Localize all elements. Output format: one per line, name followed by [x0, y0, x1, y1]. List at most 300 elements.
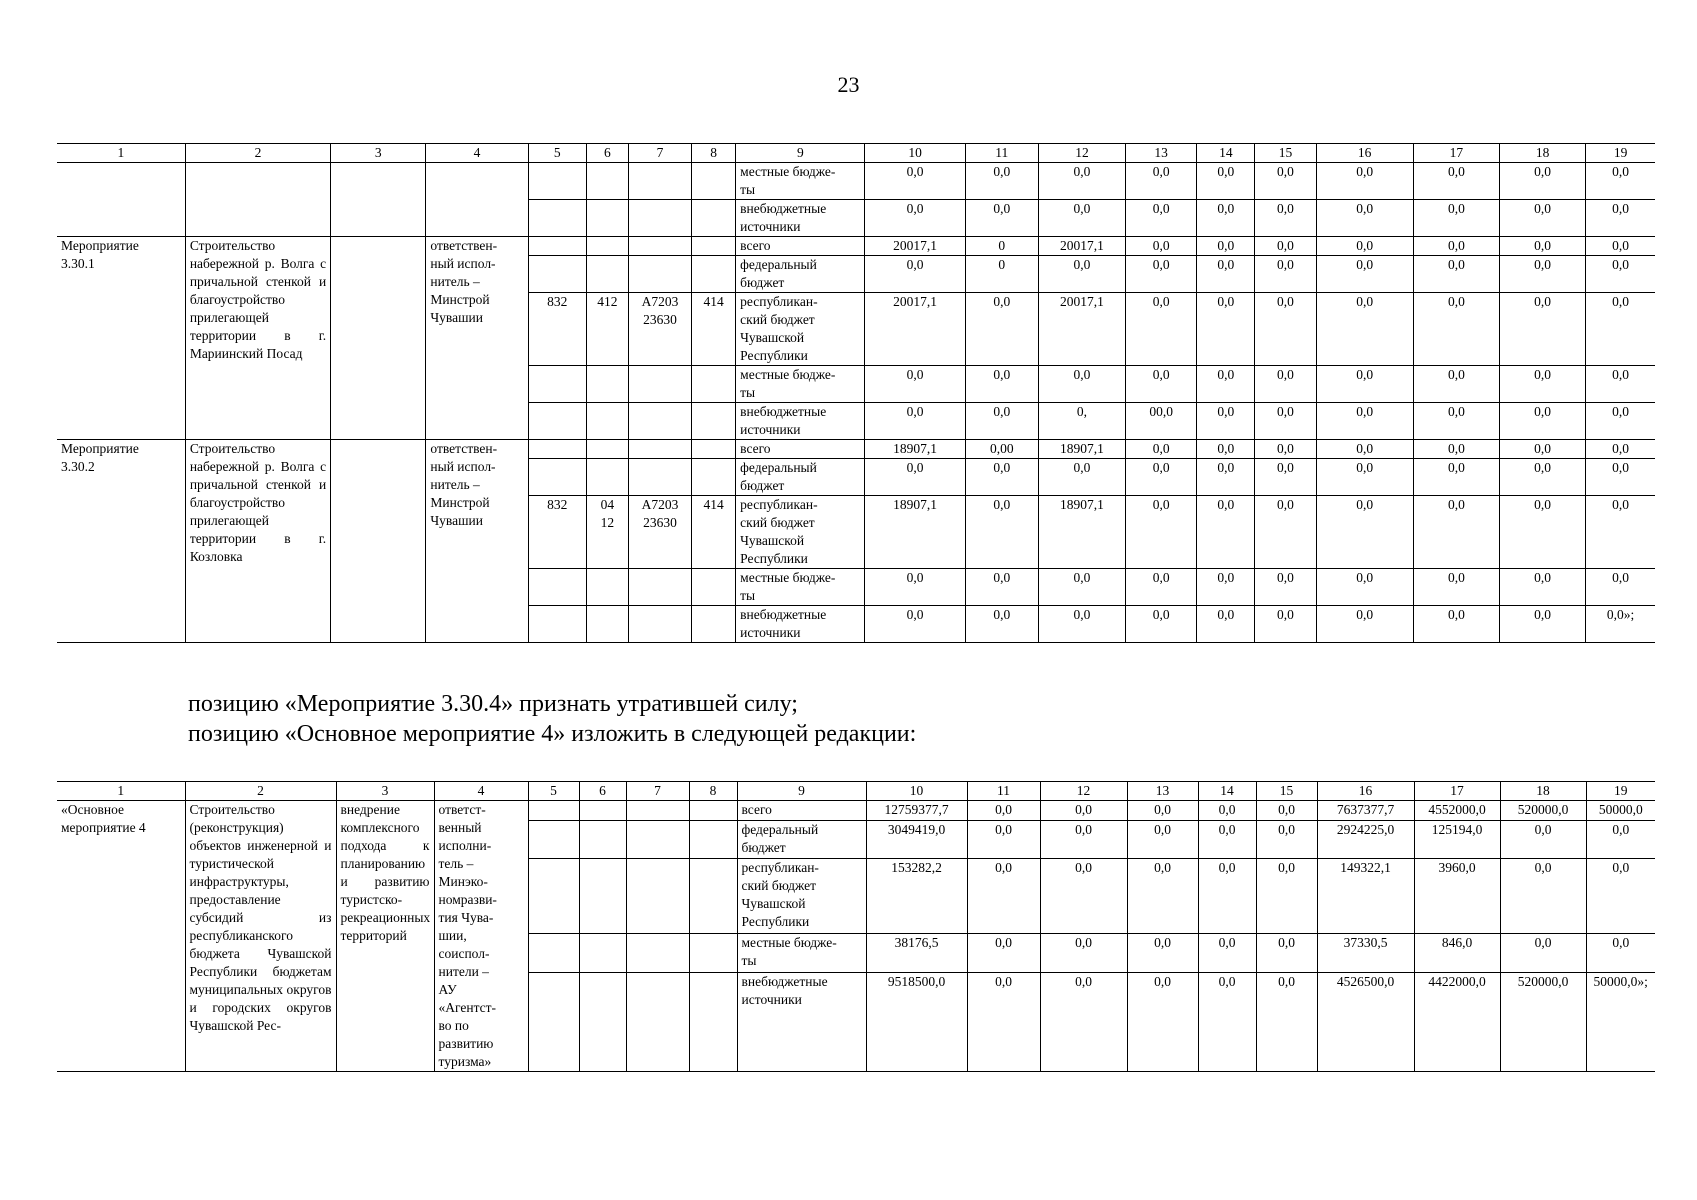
value-cell-col-10: 153282,2 [866, 858, 967, 934]
value-cell-col-14: 0,0 [1197, 606, 1255, 643]
value-cell-col-17: 0,0 [1413, 237, 1499, 256]
column-number-row [57, 782, 1655, 801]
value-cell-col-14: 0,0 [1198, 972, 1256, 1071]
funding-source-label: республикан- ский бюджет Чувашской Республики [737, 858, 866, 934]
code-cell [692, 163, 736, 200]
value-cell-col-17: 0,0 [1413, 496, 1499, 569]
value-cell-col-14: 0,0 [1197, 237, 1255, 256]
value-cell-col-13: 0,0 [1127, 820, 1198, 858]
value-cell-col-16: 2924225,0 [1317, 820, 1414, 858]
event-goal-1 [331, 237, 426, 440]
column-number-13: 13 [1127, 782, 1198, 801]
code-cell [689, 858, 737, 934]
column-number-9: 9 [736, 144, 865, 163]
value-cell-col-11: 0,0 [965, 200, 1038, 237]
value-cell-col-17: 0,0 [1413, 403, 1499, 440]
value-cell-col-10: 20017,1 [865, 293, 965, 366]
value-cell-col-18: 520000,0 [1500, 972, 1586, 1071]
value-cell-col-15: 0,0 [1255, 496, 1316, 569]
value-cell-col-10: 18907,1 [865, 496, 965, 569]
value-cell-col-10: 0,0 [865, 163, 965, 200]
value-cell-col-15: 0,0 [1256, 801, 1317, 821]
column-number-16: 16 [1317, 782, 1414, 801]
code-section [586, 366, 628, 403]
code-cell [626, 972, 689, 1071]
value-cell-col-17: 0,0 [1413, 366, 1499, 403]
code-cell [528, 934, 579, 972]
column-number-17: 17 [1413, 144, 1499, 163]
column-number-10: 10 [865, 144, 965, 163]
value-cell-col-15: 0,0 [1255, 459, 1316, 496]
value-cell-col-14: 0,0 [1197, 440, 1255, 459]
code-expense-type [692, 366, 736, 403]
value-cell-col-17: 0,0 [1413, 440, 1499, 459]
code-cell [626, 858, 689, 934]
value-cell-col-11: 0,0 [967, 820, 1040, 858]
value-cell-col-13: 0,0 [1126, 366, 1197, 403]
code-gr [528, 237, 586, 256]
value-cell-col-12: 20017,1 [1038, 237, 1125, 256]
value-cell-col-19: 0,0 [1586, 496, 1655, 569]
value-cell-col-17: 4552000,0 [1414, 801, 1500, 821]
column-number-15: 15 [1256, 782, 1317, 801]
table-main-event-4 [57, 781, 1655, 1072]
value-cell-col-18: 0,0 [1499, 569, 1585, 606]
value-cell-col-19: 0,0 [1586, 569, 1655, 606]
column-number-11: 11 [967, 782, 1040, 801]
value-cell-col-10: 9518500,0 [866, 972, 967, 1071]
instruction-repeal: позицию «Мероприятие 3.30.4» признать утратившей силу; [188, 691, 798, 717]
funding-source-label: внебюджетные источники [737, 972, 866, 1071]
value-cell-col-11: 0,0 [965, 163, 1038, 200]
value-cell-col-17: 3960,0 [1414, 858, 1500, 934]
value-cell-col-15: 0,0 [1255, 200, 1316, 237]
value-cell-col-16: 0,0 [1316, 496, 1413, 569]
funding-source-label: федеральный бюджет [736, 256, 865, 293]
funding-source-label: всего [737, 801, 866, 821]
value-cell-col-18: 0,0 [1499, 237, 1585, 256]
column-number-14: 14 [1198, 782, 1256, 801]
column-number-2: 2 [185, 144, 330, 163]
code-expense-type: 414 [692, 496, 736, 569]
value-cell-col-17: 0,0 [1413, 459, 1499, 496]
code-section [586, 237, 628, 256]
value-cell-col-12: 18907,1 [1038, 496, 1125, 569]
value-cell-col-10: 20017,1 [865, 237, 965, 256]
event-executor-2: ответствен- ный испол- нитель – Минстрой Чувашии [426, 440, 528, 643]
code-expense-type [692, 256, 736, 293]
value-cell-col-15: 0,0 [1256, 934, 1317, 972]
value-cell-col-13: 0,0 [1126, 606, 1197, 643]
column-number-14: 14 [1197, 144, 1255, 163]
value-cell-col-12: 0,0 [1038, 569, 1125, 606]
value-cell-col-16: 0,0 [1316, 569, 1413, 606]
table-row [57, 163, 1655, 200]
value-cell-col-15: 0,0 [1255, 237, 1316, 256]
value-cell-col-15: 0,0 [1255, 366, 1316, 403]
value-cell-col-17: 846,0 [1414, 934, 1500, 972]
code-target-article [628, 459, 691, 496]
value-cell-col-18: 0,0 [1499, 200, 1585, 237]
value-cell-col-11: 0 [965, 237, 1038, 256]
value-cell-col-12: 18907,1 [1038, 440, 1125, 459]
column-number-3: 3 [331, 144, 426, 163]
value-cell-col-18: 0,0 [1499, 496, 1585, 569]
value-cell-col-12: 0,0 [1040, 858, 1127, 934]
column-number-9: 9 [737, 782, 866, 801]
column-number-4: 4 [434, 782, 528, 801]
value-cell-col-18: 0,0 [1499, 459, 1585, 496]
value-cell-col-11: 0 [965, 256, 1038, 293]
value-cell-col-12: 0,0 [1038, 606, 1125, 643]
value-cell-col-16: 0,0 [1316, 440, 1413, 459]
value-cell-col-16: 0,0 [1316, 237, 1413, 256]
value-cell-col-16: 0,0 [1316, 293, 1413, 366]
event-executor-1: ответствен- ный испол- нитель – Минстрой Чувашии [426, 237, 528, 440]
column-number-5: 5 [528, 144, 586, 163]
funding-source-label: республикан- ский бюджет Чувашской Республики [736, 293, 865, 366]
code-cell [689, 820, 737, 858]
empty-cell [331, 163, 426, 237]
value-cell-col-19: 0,0»; [1586, 606, 1655, 643]
code-cell [528, 820, 579, 858]
value-cell-col-19: 0,0 [1586, 934, 1655, 972]
code-target-article [628, 606, 691, 643]
code-target-article [628, 403, 691, 440]
code-cell [692, 200, 736, 237]
event-description-1: Строительство набережной р. Волга с причальной стенкой и благоустройство прилегающей территории в г. Мариинский Посад [185, 237, 330, 440]
value-cell-col-13: 0,0 [1126, 163, 1197, 200]
code-section [586, 569, 628, 606]
code-cell [628, 200, 691, 237]
value-cell-col-13: 0,0 [1126, 496, 1197, 569]
value-cell-col-19: 0,0 [1586, 293, 1655, 366]
empty-cell [185, 163, 330, 237]
value-cell-col-11: 0,0 [965, 606, 1038, 643]
value-cell-col-17: 4422000,0 [1414, 972, 1500, 1071]
empty-cell [426, 163, 528, 237]
value-cell-col-18: 0,0 [1499, 440, 1585, 459]
code-gr [528, 459, 586, 496]
value-cell-col-10: 0,0 [865, 256, 965, 293]
main-event-name: «Основное мероприятие 4 [57, 801, 185, 1072]
value-cell-col-19: 0,0 [1586, 237, 1655, 256]
page-number: 23 [837, 72, 860, 97]
value-cell-col-12: 0,0 [1038, 256, 1125, 293]
column-number-19: 19 [1586, 782, 1655, 801]
value-cell-col-12: 0, [1038, 403, 1125, 440]
value-cell-col-16: 7637377,7 [1317, 801, 1414, 821]
code-section: 04 12 [586, 496, 628, 569]
value-cell-col-12: 0,0 [1040, 801, 1127, 821]
value-cell-col-16: 0,0 [1316, 606, 1413, 643]
code-cell [628, 163, 691, 200]
value-cell-col-10: 0,0 [865, 366, 965, 403]
code-target-article [628, 256, 691, 293]
column-number-1: 1 [57, 782, 185, 801]
column-number-16: 16 [1316, 144, 1413, 163]
value-cell-col-12: 0,0 [1040, 934, 1127, 972]
funding-source-label: всего [736, 440, 865, 459]
value-cell-col-15: 0,0 [1255, 163, 1316, 200]
code-expense-type [692, 459, 736, 496]
value-cell-col-11: 0,0 [965, 459, 1038, 496]
value-cell-col-15: 0,0 [1255, 606, 1316, 643]
funding-source-label: внебюджетные источники [736, 403, 865, 440]
value-cell-col-14: 0,0 [1197, 459, 1255, 496]
value-cell-col-17: 0,0 [1413, 606, 1499, 643]
value-cell-col-11: 0,0 [967, 801, 1040, 821]
value-cell-col-19: 0,0 [1586, 820, 1655, 858]
value-cell-col-16: 149322,1 [1317, 858, 1414, 934]
value-cell-col-12: 0,0 [1040, 820, 1127, 858]
code-gr: 832 [528, 293, 586, 366]
code-gr [528, 256, 586, 293]
code-expense-type [692, 569, 736, 606]
value-cell-col-15: 0,0 [1256, 858, 1317, 934]
code-section [586, 256, 628, 293]
main-event-description: Строительство (реконструкция) объектов инженерной и туристической инфраструктуры, предоставление субсидий из республиканского бюджета Чувашской Республики бюджетам муниципальных округов и городских округов Чувашской Рес- [185, 801, 336, 1072]
event-name-1: Мероприятие 3.30.1 [57, 237, 185, 440]
value-cell-col-10: 0,0 [865, 200, 965, 237]
value-cell-col-15: 0,0 [1256, 972, 1317, 1071]
value-cell-col-13: 0,0 [1126, 569, 1197, 606]
value-cell-col-14: 0,0 [1198, 934, 1256, 972]
code-target-article: А7203 23630 [628, 293, 691, 366]
code-cell [586, 200, 628, 237]
value-cell-col-13: 0,0 [1126, 293, 1197, 366]
column-number-13: 13 [1126, 144, 1197, 163]
main-event-goal: внедрение комплексного подхода к планированию и развитию туристско-рекреационных территорий [336, 801, 434, 1072]
code-cell [579, 934, 626, 972]
value-cell-col-18: 520000,0 [1500, 801, 1586, 821]
value-cell-col-17: 0,0 [1413, 200, 1499, 237]
value-cell-col-11: 0,0 [967, 934, 1040, 972]
value-cell-col-10: 3049419,0 [866, 820, 967, 858]
code-cell [689, 972, 737, 1071]
column-number-8: 8 [692, 144, 736, 163]
value-cell-col-16: 0,0 [1316, 256, 1413, 293]
value-cell-col-19: 0,0 [1586, 403, 1655, 440]
code-section [586, 440, 628, 459]
empty-cell [57, 163, 185, 237]
value-cell-col-13: 0,0 [1127, 858, 1198, 934]
event-description-2: Строительство набережной р. Волга с причальной стенкой и благоустройство прилегающей территории в г. Козловка [185, 440, 330, 643]
column-number-8: 8 [689, 782, 737, 801]
code-target-article [628, 237, 691, 256]
value-cell-col-17: 125194,0 [1414, 820, 1500, 858]
funding-source-label: местные бюдже- ты [736, 163, 865, 200]
code-cell [579, 801, 626, 821]
value-cell-col-12: 0,0 [1038, 366, 1125, 403]
value-cell-col-19: 0,0 [1586, 256, 1655, 293]
code-cell [579, 858, 626, 934]
value-cell-col-19: 0,0 [1586, 858, 1655, 934]
code-cell [528, 801, 579, 821]
column-number-6: 6 [586, 144, 628, 163]
value-cell-col-10: 38176,5 [866, 934, 967, 972]
code-expense-type: 414 [692, 293, 736, 366]
code-cell [528, 200, 586, 237]
funding-source-label: местные бюдже- ты [737, 934, 866, 972]
value-cell-col-18: 0,0 [1499, 366, 1585, 403]
code-target-article [628, 366, 691, 403]
value-cell-col-14: 0,0 [1197, 163, 1255, 200]
code-section [586, 606, 628, 643]
value-cell-col-16: 0,0 [1316, 459, 1413, 496]
code-cell [689, 801, 737, 821]
value-cell-col-15: 0,0 [1255, 256, 1316, 293]
value-cell-col-16: 37330,5 [1317, 934, 1414, 972]
code-expense-type [692, 440, 736, 459]
value-cell-col-14: 0,0 [1198, 858, 1256, 934]
value-cell-col-12: 0,0 [1038, 459, 1125, 496]
main-event-executor: ответст- венный исполни- тель – Минэко- номразви- тия Чува- шии, соиспол- нители – АУ «Агентст- во по развитию туризма» [434, 801, 528, 1072]
code-cell [626, 801, 689, 821]
value-cell-col-17: 0,0 [1413, 163, 1499, 200]
code-gr [528, 606, 586, 643]
value-cell-col-16: 4526500,0 [1317, 972, 1414, 1071]
value-cell-col-19: 0,0 [1586, 163, 1655, 200]
code-cell [528, 858, 579, 934]
table-row [57, 237, 1655, 256]
value-cell-col-13: 00,0 [1126, 403, 1197, 440]
code-target-article [628, 569, 691, 606]
value-cell-col-14: 0,0 [1197, 496, 1255, 569]
code-section: 412 [586, 293, 628, 366]
value-cell-col-15: 0,0 [1256, 820, 1317, 858]
value-cell-col-15: 0,0 [1255, 293, 1316, 366]
column-number-3: 3 [336, 782, 434, 801]
value-cell-col-18: 0,0 [1499, 256, 1585, 293]
value-cell-col-13: 0,0 [1126, 440, 1197, 459]
table-continuation [57, 143, 1655, 643]
column-number-11: 11 [965, 144, 1038, 163]
table-row [57, 801, 1655, 821]
value-cell-col-14: 0,0 [1197, 256, 1255, 293]
value-cell-col-17: 0,0 [1413, 293, 1499, 366]
code-target-article: А7203 23630 [628, 496, 691, 569]
column-number-7: 7 [626, 782, 689, 801]
funding-source-label: всего [736, 237, 865, 256]
value-cell-col-19: 0,0 [1586, 440, 1655, 459]
value-cell-col-18: 0,0 [1499, 163, 1585, 200]
value-cell-col-19: 0,0 [1586, 459, 1655, 496]
column-number-2: 2 [185, 782, 336, 801]
value-cell-col-11: 0,0 [965, 293, 1038, 366]
code-expense-type [692, 403, 736, 440]
value-cell-col-13: 0,0 [1126, 256, 1197, 293]
value-cell-col-18: 0,0 [1500, 858, 1586, 934]
value-cell-col-19: 50000,0»; [1586, 972, 1655, 1071]
value-cell-col-18: 0,0 [1500, 934, 1586, 972]
event-goal-2 [331, 440, 426, 643]
code-section [586, 403, 628, 440]
value-cell-col-11: 0,0 [967, 858, 1040, 934]
value-cell-col-14: 0,0 [1198, 820, 1256, 858]
value-cell-col-10: 0,0 [865, 606, 965, 643]
value-cell-col-15: 0,0 [1255, 569, 1316, 606]
value-cell-col-16: 0,0 [1316, 163, 1413, 200]
code-cell [626, 820, 689, 858]
column-number-1: 1 [57, 144, 185, 163]
event-name-2: Мероприятие 3.30.2 [57, 440, 185, 643]
value-cell-col-10: 18907,1 [865, 440, 965, 459]
value-cell-col-18: 0,0 [1500, 820, 1586, 858]
value-cell-col-11: 0,0 [965, 366, 1038, 403]
value-cell-col-12: 0,0 [1040, 972, 1127, 1071]
value-cell-col-10: 0,0 [865, 403, 965, 440]
code-cell [528, 972, 579, 1071]
column-number-row [57, 144, 1655, 163]
column-number-4: 4 [426, 144, 528, 163]
code-expense-type [692, 606, 736, 643]
funding-source-label: федеральный бюджет [737, 820, 866, 858]
value-cell-col-19: 0,0 [1586, 366, 1655, 403]
column-number-18: 18 [1500, 782, 1586, 801]
column-number-5: 5 [528, 782, 579, 801]
code-cell [689, 934, 737, 972]
value-cell-col-15: 0,0 [1255, 440, 1316, 459]
value-cell-col-14: 0,0 [1197, 403, 1255, 440]
column-number-10: 10 [866, 782, 967, 801]
funding-source-label: внебюджетные источники [736, 606, 865, 643]
value-cell-col-13: 0,0 [1127, 801, 1198, 821]
value-cell-col-12: 0,0 [1038, 200, 1125, 237]
value-cell-col-19: 50000,0 [1586, 801, 1655, 821]
value-cell-col-10: 0,0 [865, 569, 965, 606]
value-cell-col-14: 0,0 [1197, 366, 1255, 403]
value-cell-col-11: 0,00 [965, 440, 1038, 459]
funding-source-label: внебюджетные источники [736, 200, 865, 237]
value-cell-col-18: 0,0 [1499, 606, 1585, 643]
value-cell-col-14: 0,0 [1198, 801, 1256, 821]
value-cell-col-13: 0,0 [1126, 200, 1197, 237]
value-cell-col-12: 0,0 [1038, 163, 1125, 200]
value-cell-col-11: 0,0 [965, 569, 1038, 606]
value-cell-col-18: 0,0 [1499, 293, 1585, 366]
value-cell-col-13: 0,0 [1126, 459, 1197, 496]
value-cell-col-10: 12759377,7 [866, 801, 967, 821]
funding-source-label: местные бюдже- ты [736, 569, 865, 606]
code-gr [528, 366, 586, 403]
value-cell-col-11: 0,0 [965, 496, 1038, 569]
funding-source-label: республикан- ский бюджет Чувашской Республики [736, 496, 865, 569]
value-cell-col-16: 0,0 [1316, 200, 1413, 237]
column-number-6: 6 [579, 782, 626, 801]
value-cell-col-11: 0,0 [967, 972, 1040, 1071]
code-gr [528, 569, 586, 606]
code-cell [579, 820, 626, 858]
code-gr: 832 [528, 496, 586, 569]
instruction-revise: позицию «Основное мероприятие 4» изложить в следующей редакции: [188, 721, 917, 747]
code-section [586, 459, 628, 496]
code-cell [528, 163, 586, 200]
column-number-12: 12 [1038, 144, 1125, 163]
column-number-7: 7 [628, 144, 691, 163]
code-cell [626, 934, 689, 972]
funding-source-label: федеральный бюджет [736, 459, 865, 496]
column-number-15: 15 [1255, 144, 1316, 163]
value-cell-col-16: 0,0 [1316, 403, 1413, 440]
code-cell [579, 972, 626, 1071]
column-number-17: 17 [1414, 782, 1500, 801]
code-gr [528, 403, 586, 440]
value-cell-col-17: 0,0 [1413, 569, 1499, 606]
code-target-article [628, 440, 691, 459]
value-cell-col-12: 20017,1 [1038, 293, 1125, 366]
value-cell-col-10: 0,0 [865, 459, 965, 496]
